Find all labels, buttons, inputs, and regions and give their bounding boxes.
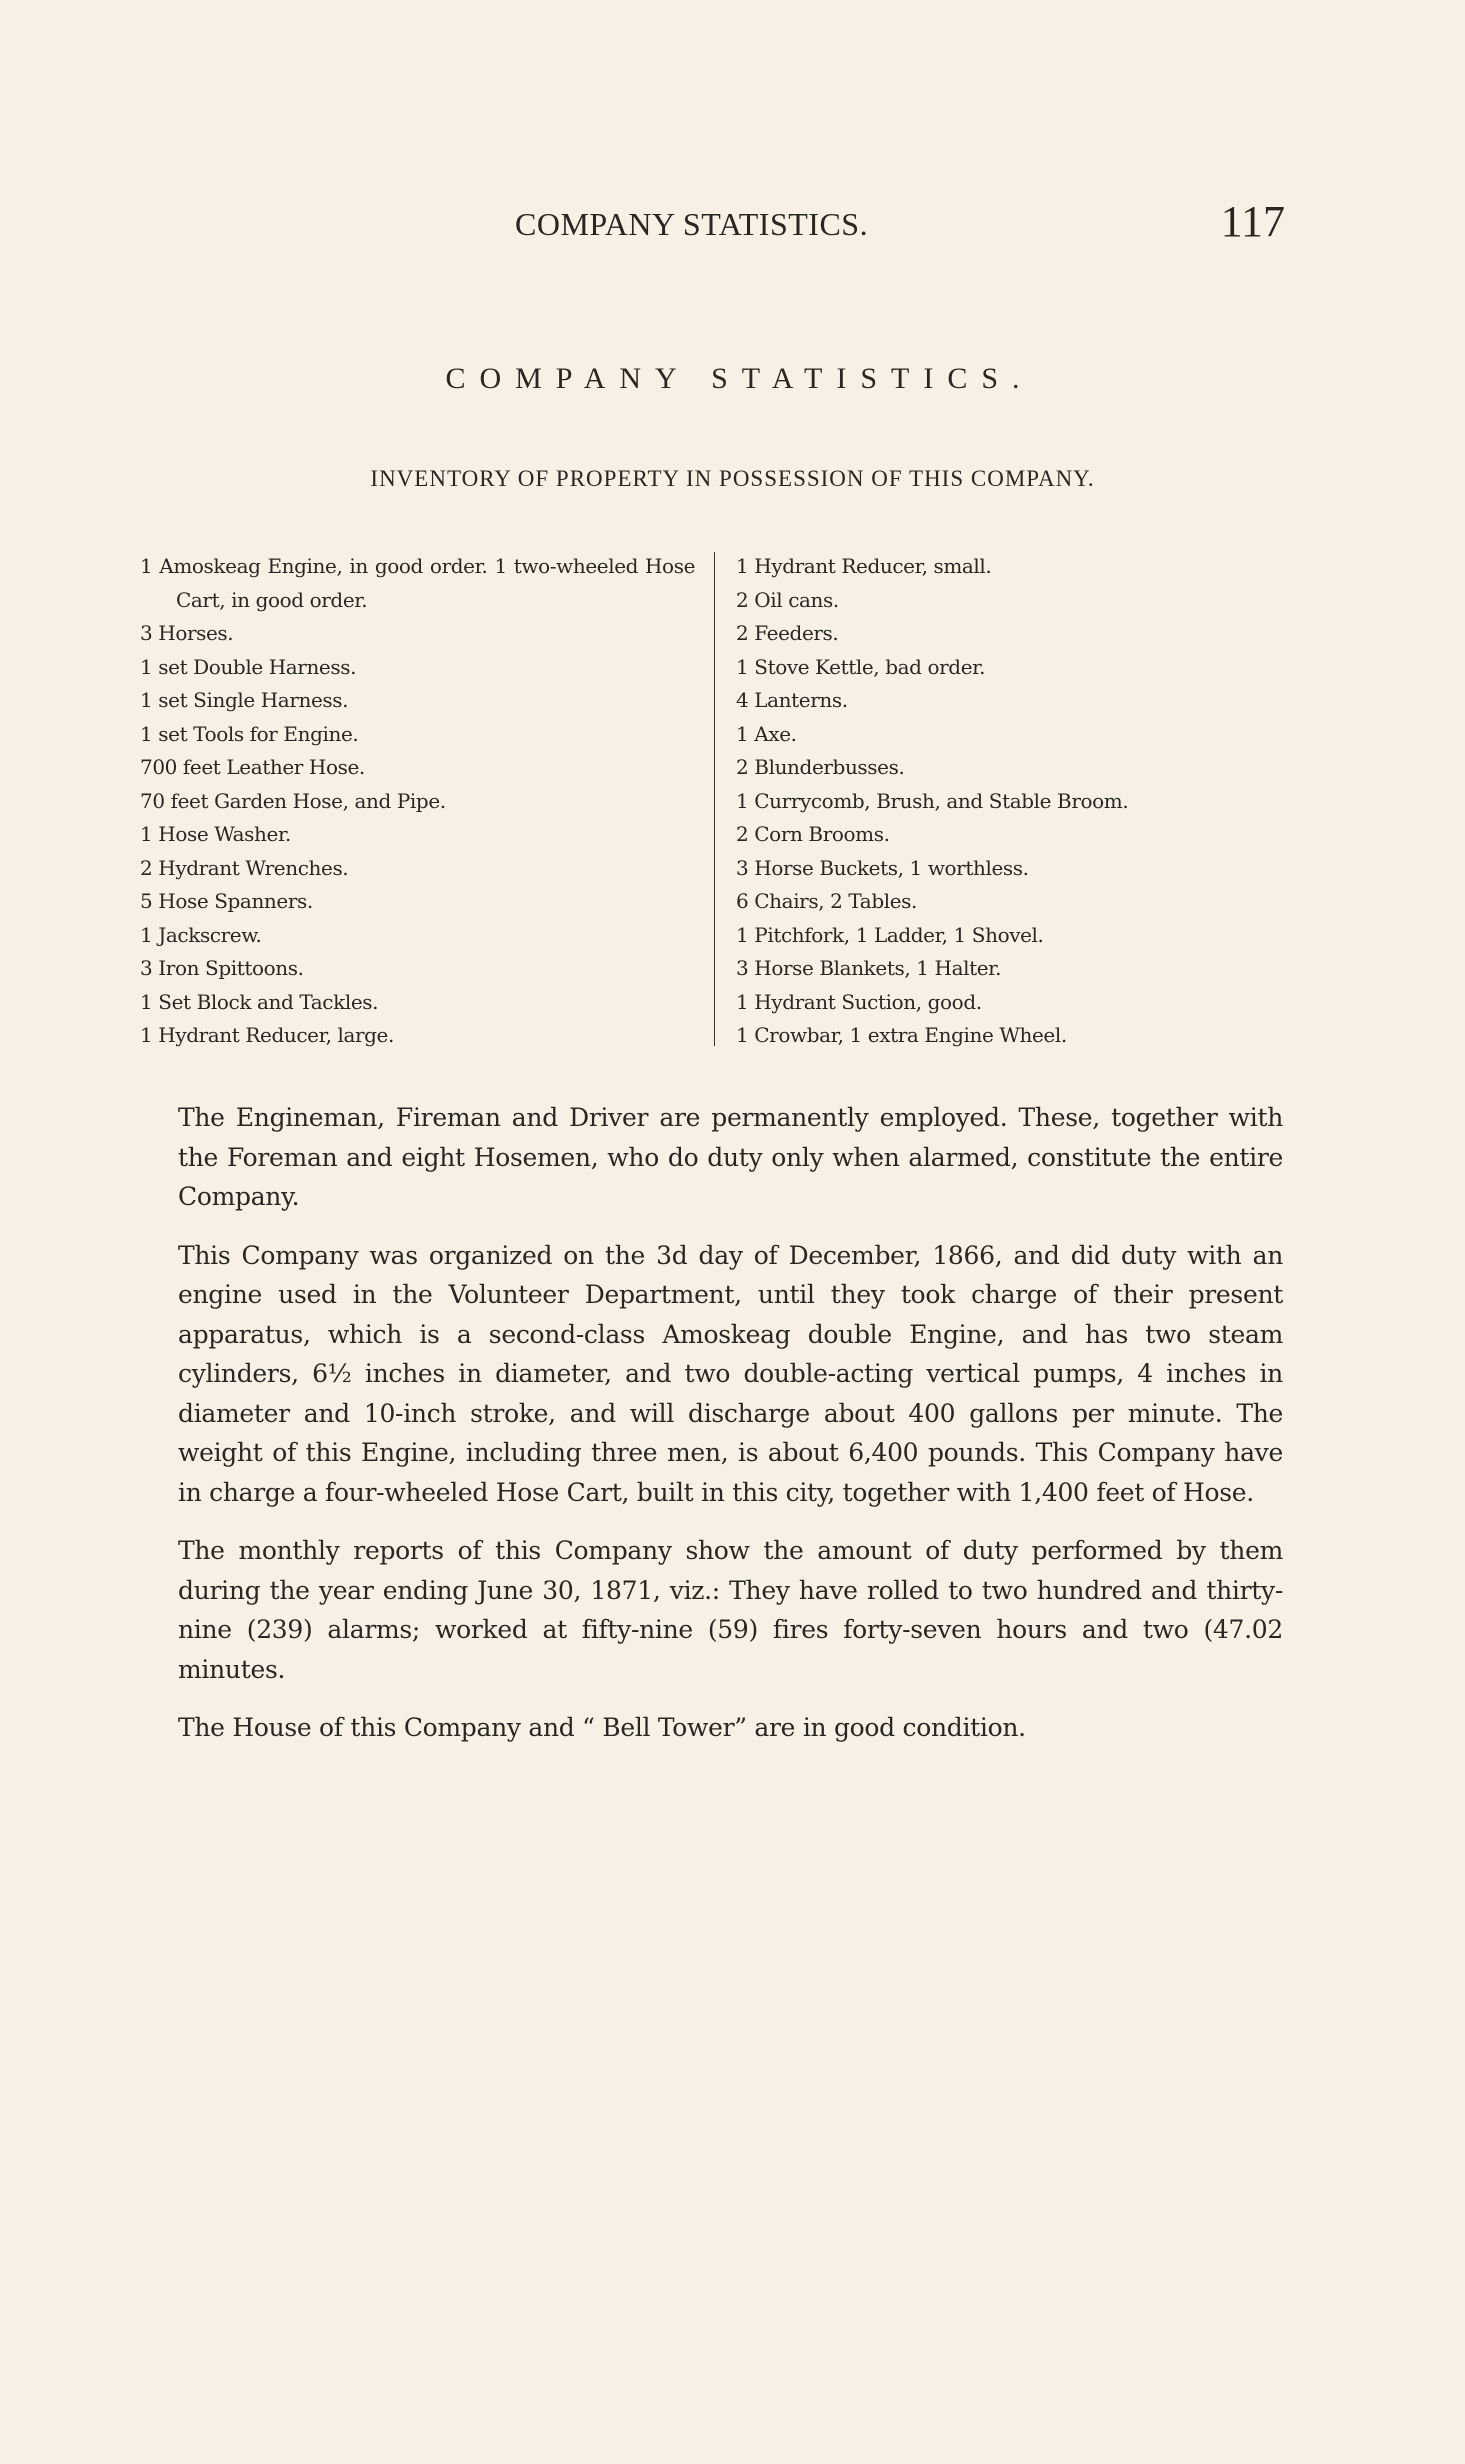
running-header: [515, 196, 1285, 256]
inventory-table: [140, 550, 1250, 1050]
section-title: COMPANY STATISTICS.: [445, 362, 1034, 395]
inventory-item: 1 Jackscrew.: [140, 922, 262, 947]
paragraph: The monthly reports of this Company show the amount of duty performed by them during the year ending June 30, 1871, viz.: They have rolled to two hundred and thirty-nine (239) alarms; worked at fifty-nine (59) fires forty-seven hours and two (47.02 minutes.: [178, 1536, 1283, 1684]
inventory-item: 4 Lanterns.: [736, 688, 848, 712]
inventory-item: 700 feet Leather Hose.: [140, 755, 365, 779]
inventory-item: 3 Horses.: [140, 621, 234, 645]
column-divider: [714, 552, 715, 1046]
inventory-item: 1 Stove Kettle, bad order.: [736, 654, 986, 679]
inventory-item: 6 Chairs, 2 Tables.: [736, 889, 917, 913]
body-text: [178, 1098, 1283, 1767]
inventory-item: 1 set Single Harness.: [140, 688, 349, 712]
inventory-item: 1 Hydrant Reducer, large.: [140, 1023, 394, 1047]
inventory-item: 1 Hydrant Suction, good.: [736, 989, 982, 1014]
inventory-item: 1 Axe.: [736, 721, 797, 746]
inventory-item: 1 Currycomb, Brush, and Stable Broom.: [736, 788, 1129, 813]
inventory-item: 3 Iron Spittoons.: [140, 956, 304, 980]
inventory-subtitle: INVENTORY OF PROPERTY IN POSSESSION OF THIS COMPANY.: [370, 466, 1095, 491]
inventory-item: 2 Blunderbusses.: [736, 755, 905, 779]
inventory-item: 2 Feeders.: [736, 621, 839, 645]
inventory-item: 3 Horse Buckets, 1 worthless.: [736, 855, 1029, 880]
inventory-item: 3 Horse Blankets, 1 Halter.: [736, 956, 1002, 980]
inventory-item: 5 Hose Spanners.: [140, 889, 313, 913]
inventory-item: 2 Oil cans.: [736, 587, 839, 612]
inventory-item: 1 Hose Washer.: [140, 822, 291, 846]
inventory-item: 1 Amoskeag Engine, in good order. 1 two-wheeled Hose Cart, in good order.: [140, 554, 695, 612]
inventory-right-column: [736, 550, 1296, 1053]
inventory-item: 1 Crowbar, 1 extra Engine Wheel.: [736, 1023, 1067, 1047]
inventory-item: 2 Corn Brooms.: [736, 822, 890, 846]
inventory-item: 1 Set Block and Tackles.: [140, 989, 379, 1014]
paragraph: This Company was organized on the 3d day of December, 1866, and did duty with an engine used in the Volunteer Department, until they took charge of their present apparatus, which is a second-class Amoskeag double Engine, and has two steam cylinders, 6½ inches in diameter, and two double-acting vertical pumps, 4 inches in diameter and 10-inch stroke, and will discharge about 400 gallons per minute. The weight of this Engine, including three men, is about 6,400 pounds. This Company have in charge a four-wheeled Hose Cart, built in this city, together with 1,400 feet of Hose.: [178, 1240, 1283, 1507]
inventory-item: 1 Hydrant Reducer, small.: [736, 554, 992, 578]
inventory-item: 2 Hydrant Wrenches.: [140, 855, 349, 880]
paragraph: The House of this Company and “ Bell Tower” are in good condition.: [178, 1713, 1026, 1742]
page-number: 117: [1220, 197, 1285, 246]
inventory-item: 1 set Double Harness.: [140, 654, 357, 679]
inventory-item: 1 Pitchfork, 1 Ladder, 1 Shovel.: [736, 922, 1044, 947]
inventory-item: 70 feet Garden Hose, and Pipe.: [140, 788, 446, 813]
running-title: COMPANY STATISTICS.: [515, 206, 869, 242]
inventory-item: 1 set Tools for Engine.: [140, 721, 359, 746]
paragraph: The Engineman, Fireman and Driver are permanently employed. These, together with the Foreman and eight Hosemen, who do duty only when alarmed, constitute the entire Company.: [178, 1103, 1283, 1211]
inventory-left-column: [140, 550, 695, 1053]
